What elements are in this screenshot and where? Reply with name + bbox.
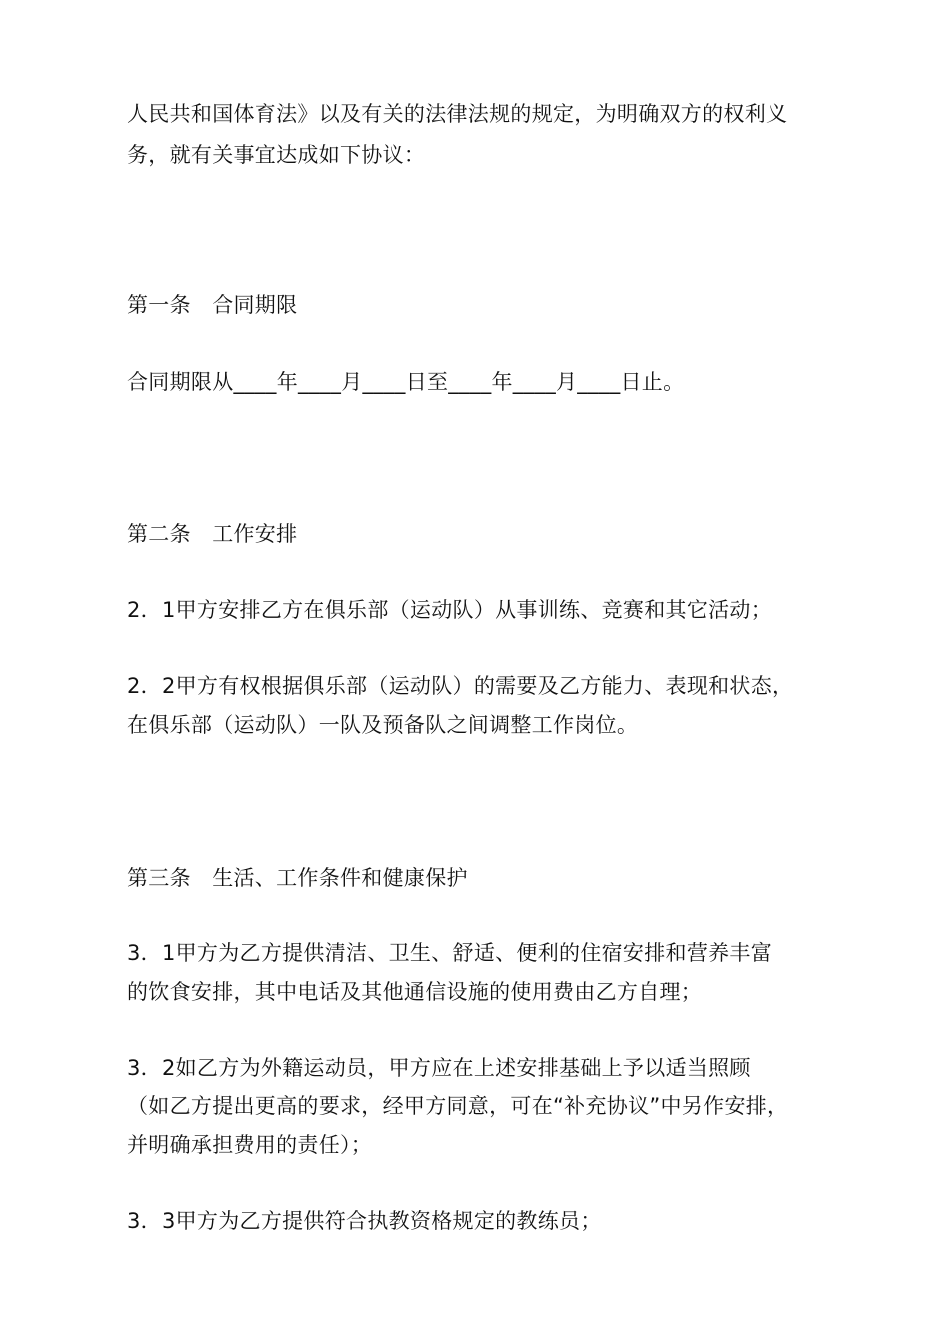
- article-1-body: 合同期限从____年____月____日至____年____月____日止。: [127, 370, 685, 394]
- clause-3-2-line-2: （如乙方提出更高的要求，经甲方同意，可在“补充协议”中另作安排，: [127, 1094, 789, 1118]
- clause-3-2-line-1: 3．2如乙方为外籍运动员，甲方应在上述安排基础上予以适当照顾: [127, 1056, 751, 1080]
- clause-3-1-line-2: 的饮食安排，其中电话及其他通信设施的使用费由乙方自理；: [127, 980, 703, 1004]
- intro-line-2: 务，就有关事宜达成如下协议：: [127, 143, 426, 167]
- clause-2-2-line-1: 2．2甲方有权根据俱乐部（运动队）的需要及乙方能力、表现和状态，: [127, 674, 794, 698]
- clause-3-3: 3．3甲方为乙方提供符合执教资格规定的教练员；: [127, 1209, 602, 1233]
- clause-3-2-line-3: 并明确承担费用的责任）；: [127, 1133, 373, 1157]
- clause-3-1-line-1: 3．1甲方为乙方提供清洁、卫生、舒适、便利的住宿安排和营养丰富: [127, 941, 773, 965]
- clause-2-1: 2．1甲方安排乙方在俱乐部（运动队）从事训练、竞赛和其它活动；: [127, 598, 773, 622]
- article-1-heading: 第一条 合同期限: [127, 293, 298, 317]
- article-2-heading: 第二条 工作安排: [127, 522, 298, 546]
- intro-line-1: 人民共和国体育法》以及有关的法律法规的规定，为明确双方的权利义: [127, 102, 788, 126]
- article-3-heading: 第三条 生活、工作条件和健康保护: [127, 866, 468, 890]
- clause-2-2-line-2: 在俱乐部（运动队）一队及预备队之间调整工作岗位。: [127, 713, 639, 737]
